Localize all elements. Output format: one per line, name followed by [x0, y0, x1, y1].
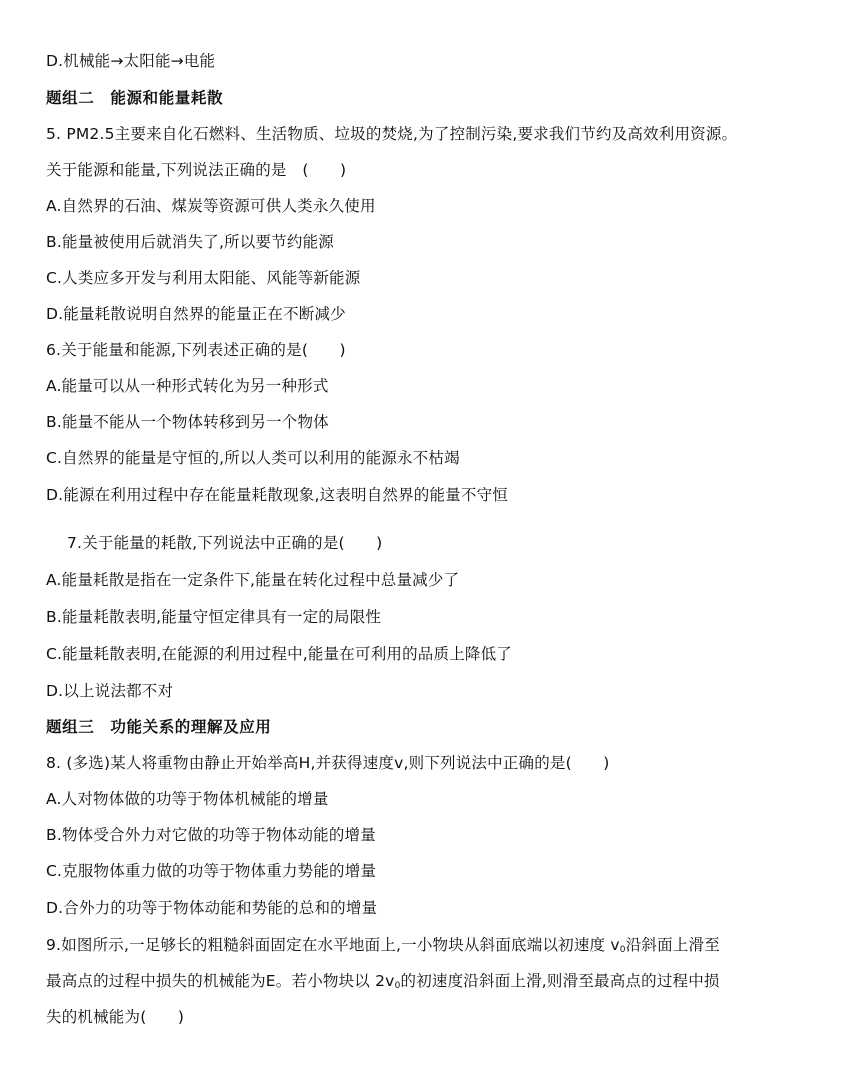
question-5-stem-line-2: 关于能源和能量,下列说法正确的是 ( ): [46, 161, 347, 179]
question-9-text-c: 最高点的过程中损失的机械能为E。若小物块以 2v: [46, 972, 395, 990]
option-7c: C.能量耗散表明,在能源的利用过程中,能量在可利用的品质上降低了: [46, 645, 513, 663]
option-7b: B.能量耗散表明,能量守恒定律具有一定的局限性: [46, 608, 382, 626]
option-6a: A.能量可以从一种形式转化为另一种形式: [46, 377, 329, 395]
question-9-stem-line-3: 失的机械能为( ): [46, 1008, 185, 1026]
question-5-stem-line-1: 5. PM2.5主要来自化石燃料、生活物质、垃圾的焚烧,为了控制污染,要求我们节约及高效利用资源。: [46, 125, 738, 143]
option-6c: C.自然界的能量是守恒的,所以人类可以利用的能源永不枯竭: [46, 449, 460, 467]
question-9-stem-line-1: [46, 934, 720, 961]
section-heading-2: 题组二 能源和能量耗散: [46, 89, 224, 107]
option-6d: D.能源在利用过程中存在能量耗散现象,这表明自然界的能量不守恒: [46, 486, 508, 504]
subscript-zero: 0: [619, 945, 626, 955]
option-6b: B.能量不能从一个物体转移到另一个物体: [46, 413, 329, 431]
option-7d: D.以上说法都不对: [46, 682, 174, 700]
question-9-stem-line-2: [46, 970, 720, 997]
question-7-stem: 7.关于能量的耗散,下列说法中正确的是( ): [67, 534, 383, 552]
option-5a: A.自然界的石油、煤炭等资源可供人类永久使用: [46, 197, 376, 215]
question-9-text-a: 9.如图所示,一足够长的粗糙斜面固定在水平地面上,一小物块从斜面底端以初速度 v: [46, 936, 620, 954]
option-5d: D.能量耗散说明自然界的能量正在不断减少: [46, 305, 346, 323]
question-6-stem: 6.关于能量和能源,下列表述正确的是( ): [46, 341, 346, 359]
option-5b: B.能量被使用后就消失了,所以要节约能源: [46, 233, 334, 251]
question-9-text-d: 的初速度沿斜面上滑,则滑至最高点的过程中损: [400, 972, 720, 990]
section-heading-3: 题组三 功能关系的理解及应用: [46, 718, 272, 736]
option-8d: D.合外力的功等于物体动能和势能的总和的增量: [46, 899, 378, 917]
option-8c: C.克服物体重力做的功等于物体重力势能的增量: [46, 862, 377, 880]
question-9-text-b: 沿斜面上滑至: [625, 936, 720, 954]
option-8a: A.人对物体做的功等于物体机械能的增量: [46, 790, 329, 808]
option-8b: B.物体受合外力对它做的功等于物体动能的增量: [46, 826, 376, 844]
subscript-zero: 0: [394, 981, 401, 991]
option-4d: D.机械能→太阳能→电能: [46, 52, 216, 70]
question-8-stem: 8. (多选)某人将重物由静止开始举高H,并获得速度v,则下列说法中正确的是( ): [46, 754, 610, 772]
option-7a: A.能量耗散是指在一定条件下,能量在转化过程中总量减少了: [46, 571, 460, 589]
option-5c: C.人类应多开发与利用太阳能、风能等新能源: [46, 269, 361, 287]
